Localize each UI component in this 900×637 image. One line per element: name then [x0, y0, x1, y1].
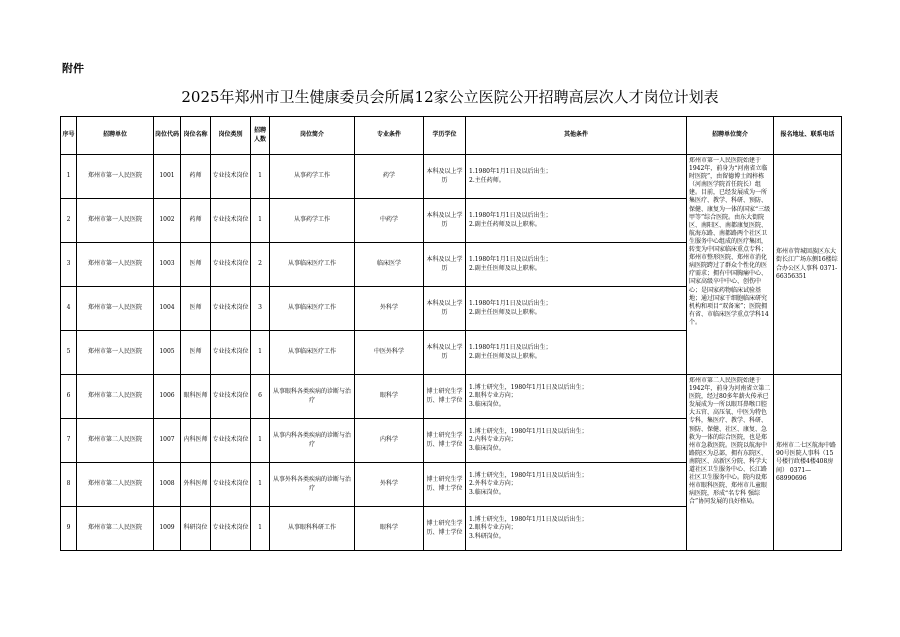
- code-cell: 1001: [154, 155, 181, 199]
- count-cell: 1: [251, 331, 270, 375]
- major-cell: 药学: [355, 155, 424, 199]
- edu-cell: 本科及以上学历: [424, 287, 466, 331]
- seq-cell: 3: [61, 243, 77, 287]
- seq-cell: 1: [61, 155, 77, 199]
- edu-cell: 本科及以上学历: [424, 243, 466, 287]
- unit-cell: 郑州市第一人民医院: [77, 331, 154, 375]
- header-cell: 岗位类别: [211, 117, 251, 155]
- name-cell: 药师: [181, 199, 211, 243]
- unit-cell: 郑州市第一人民医院: [77, 287, 154, 331]
- desc-cell: 从事临床医疗工作: [270, 287, 355, 331]
- unit-cell: 郑州市第一人民医院: [77, 243, 154, 287]
- category-cell: 专业技术岗位: [211, 507, 251, 551]
- edu-cell: 博士研究生学历、博士学位: [424, 419, 466, 463]
- desc-cell: 从事眼科各类疾病的诊断与治疗: [270, 375, 355, 419]
- category-cell: 专业技术岗位: [211, 243, 251, 287]
- count-cell: 2: [251, 243, 270, 287]
- count-cell: 1: [251, 155, 270, 199]
- major-cell: 眼科学: [355, 375, 424, 419]
- conditions-cell: [466, 155, 687, 199]
- condition-line: 3.临床岗位。: [469, 444, 505, 452]
- major-cell: 眼科学: [355, 507, 424, 551]
- unit-cell: 郑州市第二人民医院: [77, 507, 154, 551]
- edu-cell: 博士研究生学历、博士学位: [424, 463, 466, 507]
- count-cell: 6: [251, 375, 270, 419]
- table-row: [61, 375, 842, 419]
- header-cell: 学历学位: [424, 117, 466, 155]
- seq-cell: 5: [61, 331, 77, 375]
- header-cell: 岗位名称: [181, 117, 211, 155]
- condition-line: 2.副主任医师及以上职称。: [469, 352, 541, 360]
- condition-line: 1.1980年1月1日及以后出生；: [469, 256, 552, 264]
- unit-intro-cell: [687, 375, 774, 551]
- condition-line: 2.副主任医师及以上职称。: [469, 308, 541, 316]
- desc-cell: 从事外科各类疾病的诊断与治疗: [270, 463, 355, 507]
- major-cell: 外科学: [355, 287, 424, 331]
- header-cell: 岗位简介: [270, 117, 355, 155]
- name-cell: 科研岗位: [181, 507, 211, 551]
- header-cell: 报名地址、联系电话: [774, 117, 842, 155]
- header-cell: 专业条件: [355, 117, 424, 155]
- edu-cell: 博士研究生学历、博士学位: [424, 375, 466, 419]
- conditions-cell: [466, 375, 687, 419]
- condition-line: 1.博士研究生，1980年1月1日及以后出生；: [469, 516, 588, 524]
- condition-line: 1.1980年1月1日及以后出生；: [469, 344, 552, 352]
- code-cell: 1006: [154, 375, 181, 419]
- condition-line: 1.1980年1月1日及以后出生；: [469, 168, 552, 176]
- code-cell: 1003: [154, 243, 181, 287]
- header-row: [61, 117, 842, 155]
- major-cell: 临床医学: [355, 243, 424, 287]
- seq-cell: 9: [61, 507, 77, 551]
- conditions-cell: [466, 287, 687, 331]
- seq-cell: 8: [61, 463, 77, 507]
- condition-line: 2.主任药师。: [469, 176, 505, 184]
- desc-cell: 从事临床医疗工作: [270, 331, 355, 375]
- conditions-cell: [466, 199, 687, 243]
- address-cell: 郑州市管城回族区东大街长江广场东侧16楼综合办公区人事科 0371-66356351: [774, 155, 842, 375]
- name-cell: 医师: [181, 287, 211, 331]
- condition-line: 1.博士研究生，1980年1月1日及以后出生；: [469, 428, 588, 436]
- unit-cell: 郑州市第一人民医院: [77, 199, 154, 243]
- condition-line: 3.临床岗位。: [469, 488, 505, 496]
- code-cell: 1009: [154, 507, 181, 551]
- edu-cell: 本科及以上学历: [424, 155, 466, 199]
- unit-intro-cell: [687, 155, 774, 375]
- seq-cell: 4: [61, 287, 77, 331]
- seq-cell: 2: [61, 199, 77, 243]
- condition-line: 3.科研岗位。: [469, 532, 505, 540]
- name-cell: 外科医师: [181, 463, 211, 507]
- name-cell: 医师: [181, 243, 211, 287]
- count-cell: 1: [251, 419, 270, 463]
- desc-cell: 从事药学工作: [270, 199, 355, 243]
- header-cell: 招聘单位简介: [687, 117, 774, 155]
- code-cell: 1002: [154, 199, 181, 243]
- conditions-cell: [466, 331, 687, 375]
- category-cell: 专业技术岗位: [211, 199, 251, 243]
- seq-cell: 6: [61, 375, 77, 419]
- condition-line: 2.外科专业方向；: [469, 480, 517, 488]
- edu-cell: 本科及以上学历: [424, 331, 466, 375]
- attachment-label: 附件: [62, 62, 84, 75]
- condition-line: 3.临床岗位。: [469, 400, 505, 408]
- address-cell: 郑州市二七区航海中路90号医院人事科（15号楼行政楼4楼408房间） 0371—68990696: [774, 375, 842, 551]
- unit-intro-text: 郑州市第一人民医院始建于1942年，前身为“河南省立临时医院”，由留德博士阎梓栋（河南医学院首任院长）组建。目前，已经发展成为一所集医疗、教学、科研、预防、保健、康复为一体的国家“三级甲等”综合医院。由东大街院区、南阳区、南都康复医院、航海东路、南都路两个社区卫生服务中心组成的医疗集团，转变为中国家临床重点专科；郑州市整形医院、郑州市消化病医院跨过了群众个性化的医疗需求；拥有中国胸痛中心、国家高级卒中中心、创伤中心；是国家药物临床试验基地；通过国家干细胞临床研究机构和项目“双备案”；医院拥有省、市临床医学重点学科14个。: [689, 157, 771, 326]
- edu-cell: 本科及以上学历: [424, 199, 466, 243]
- header-cell: 序号: [61, 117, 77, 155]
- code-cell: 1004: [154, 287, 181, 331]
- condition-line: 1.博士研究生，1980年1月1日及以后出生；: [469, 472, 588, 480]
- conditions-cell: [466, 507, 687, 551]
- desc-cell: 从事临床医疗工作: [270, 243, 355, 287]
- category-cell: 专业技术岗位: [211, 419, 251, 463]
- count-cell: 3: [251, 287, 270, 331]
- condition-line: 1.1980年1月1日及以后出生；: [469, 212, 552, 220]
- seq-cell: 7: [61, 419, 77, 463]
- code-cell: 1005: [154, 331, 181, 375]
- name-cell: 内科医师: [181, 419, 211, 463]
- code-cell: 1008: [154, 463, 181, 507]
- desc-cell: 从事药学工作: [270, 155, 355, 199]
- major-cell: 外科学: [355, 463, 424, 507]
- code-cell: 1007: [154, 419, 181, 463]
- count-cell: 1: [251, 199, 270, 243]
- unit-cell: 郑州市第一人民医院: [77, 155, 154, 199]
- unit-cell: 郑州市第二人民医院: [77, 419, 154, 463]
- name-cell: 医师: [181, 331, 211, 375]
- count-cell: 1: [251, 507, 270, 551]
- unit-intro-text: 郑州市第二人民医院始建于1942年，前身为河南省立第二医院，经过80多年薪火传承已发展成为一所以眼耳鼻喉口腔大五官、高压氧、中医为特色专科，集医疗、教学、科研、预防、保健、社区、康复、急救为一体的综合医院，也是郑州市急救医院。医院以航海中路院区为总部，拥有东院区、南院区、高新区分院、科学大道社区卫生服务中心、长江路社区卫生服务中心。院内设郑州市眼科医院、郑州市儿童眼病医院，形成“名专科 强综合”协同发展的良好格局。: [689, 377, 771, 506]
- conditions-cell: [466, 243, 687, 287]
- category-cell: 专业技术岗位: [211, 287, 251, 331]
- category-cell: 专业技术岗位: [211, 155, 251, 199]
- category-cell: 专业技术岗位: [211, 331, 251, 375]
- edu-cell: 博士研究生学历、博士学位: [424, 507, 466, 551]
- desc-cell: 从事内科各类疾病的诊断与治疗: [270, 419, 355, 463]
- condition-line: 2.眼科专业方向；: [469, 392, 517, 400]
- condition-line: 2.眼科专业方向；: [469, 524, 517, 532]
- category-cell: 专业技术岗位: [211, 463, 251, 507]
- major-cell: 内科学: [355, 419, 424, 463]
- name-cell: 眼科医师: [181, 375, 211, 419]
- unit-cell: 郑州市第二人民医院: [77, 463, 154, 507]
- page-title: 2025年郑州市卫生健康委员会所属12家公立医院公开招聘高层次人才岗位计划表: [181, 88, 719, 106]
- conditions-cell: [466, 419, 687, 463]
- header-cell: 招聘人数: [251, 117, 270, 155]
- condition-line: 1.博士研究生，1980年1月1日及以后出生；: [469, 384, 588, 392]
- condition-line: 2.副主任药师及以上职称。: [469, 220, 541, 228]
- category-cell: 专业技术岗位: [211, 375, 251, 419]
- header-cell: 招聘单位: [77, 117, 154, 155]
- condition-line: 2.内科专业方向；: [469, 436, 517, 444]
- header-cell: 岗位代码: [154, 117, 181, 155]
- condition-line: 2.副主任医师及以上职称。: [469, 264, 541, 272]
- condition-line: 1.1980年1月1日及以后出生；: [469, 300, 552, 308]
- name-cell: 药师: [181, 155, 211, 199]
- major-cell: 中药学: [355, 199, 424, 243]
- recruitment-table: [60, 116, 842, 551]
- table-row: [61, 155, 842, 199]
- count-cell: 1: [251, 463, 270, 507]
- desc-cell: 从事眼科科研工作: [270, 507, 355, 551]
- conditions-cell: [466, 463, 687, 507]
- unit-cell: 郑州市第二人民医院: [77, 375, 154, 419]
- major-cell: 中医外科学: [355, 331, 424, 375]
- header-cell: 其他条件: [466, 117, 687, 155]
